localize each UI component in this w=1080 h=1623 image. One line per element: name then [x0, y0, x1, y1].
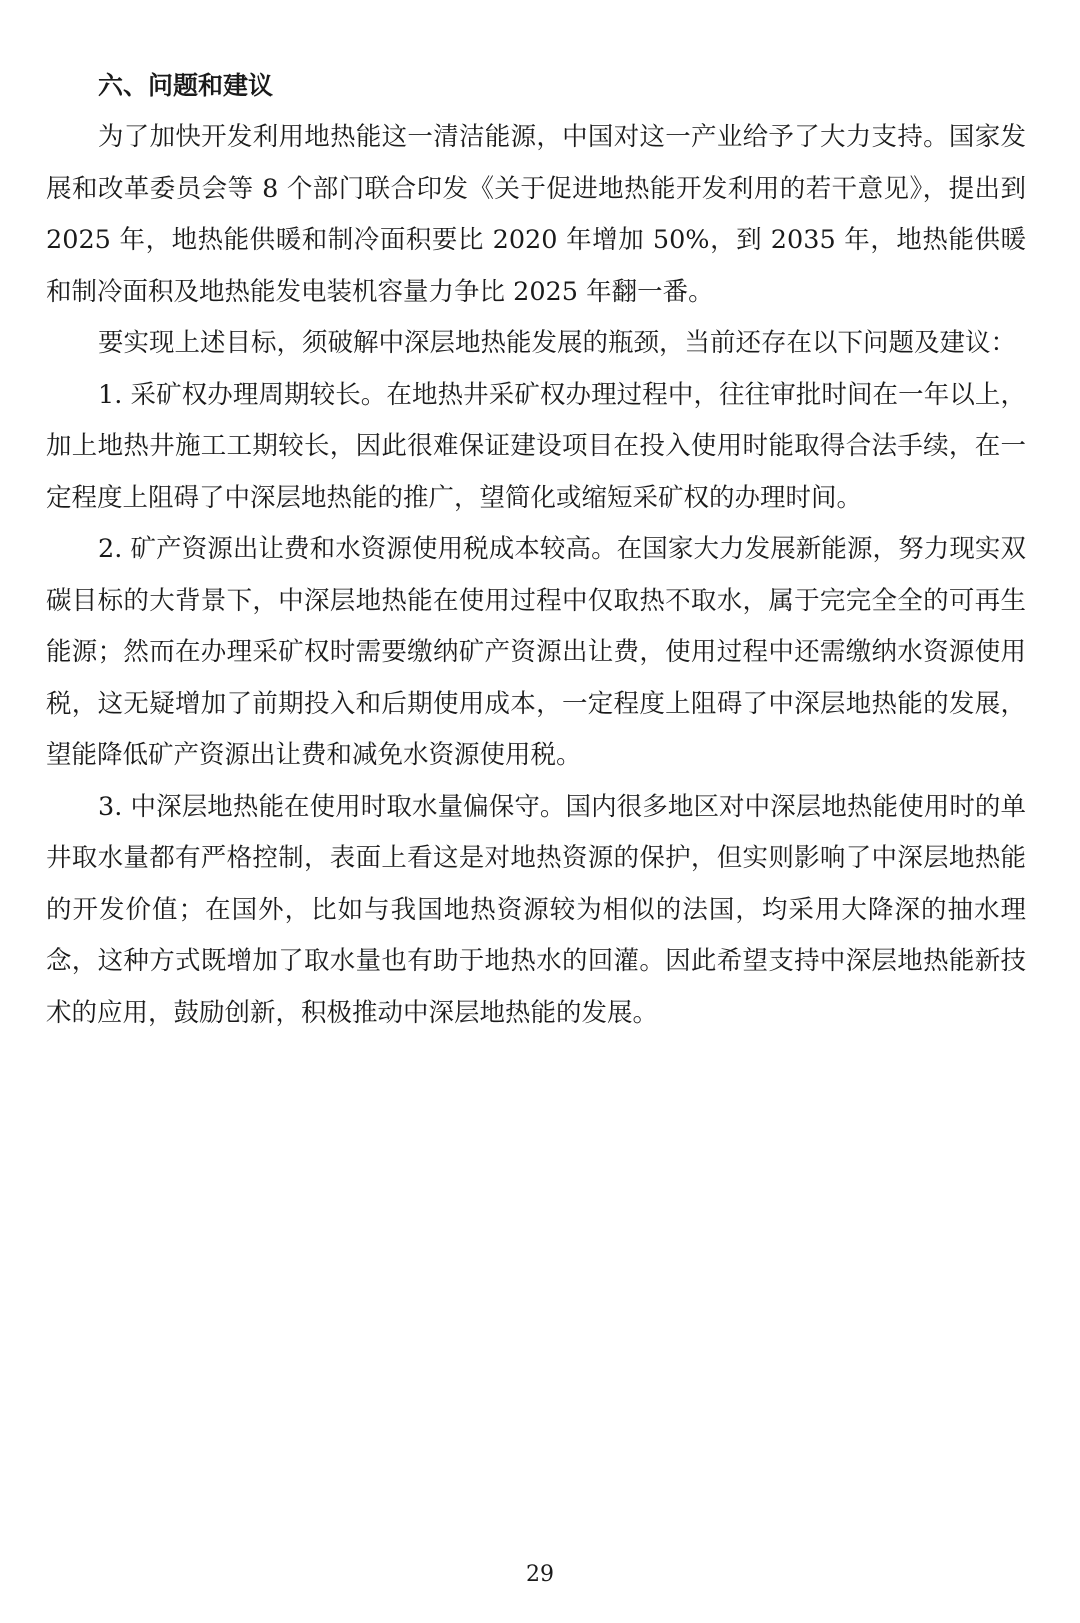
- section-heading: 六、问题和建议: [98, 71, 274, 100]
- paragraph-issue-2: 2. 矿产资源出让费和水资源使用税成本较高。在国家大力发展新能源，努力现实双碳目标的大背景下，中深层地热能在使用过程中仅取热不取水，属于完完全全的可再生能源；然而在办理采矿权时需要缴纳矿产资源出让费，使用过程中还需缴纳水资源使用税，这无疑增加了前期投入和后期使用成本，一定程度上阻碍了中深层地热能的发展，望能降低矿产资源出让费和减免水资源使用税。: [46, 534, 1026, 770]
- paragraph-intro: 为了加快开发利用地热能这一清洁能源，中国对这一产业给予了大力支持。国家发展和改革委员会等 8 个部门联合印发《关于促进地热能开发利用的若干意见》，提出到 2025 年，地热能供暖和制冷面积要比 2020 年增加 50%，到 2035 年，地热能供暖和制冷面积及地热能发电装机容量力争比 2025 年翻一番。: [46, 122, 1026, 307]
- paragraph-issue-1: 1. 采矿权办理周期较长。在地热井采矿权办理过程中，往往审批时间在一年以上，加上地热井施工工期较长，因此很难保证建设项目在投入使用时能取得合法手续，在一定程度上阻碍了中深层地热能的推广，望简化或缩短采矿权的办理时间。: [46, 379, 1026, 513]
- paragraph-issue-3: 3. 中深层地热能在使用时取水量偏保守。国内很多地区对中深层地热能使用时的单井取水量都有严格控制，表面上看这是对地热资源的保护，但实则影响了中深层地热能的开发价值；在国外，比如与我国地热资源较为相似的法国，均采用大降深的抽水理念，这种方式既增加了取水量也有助于地热水的回灌。因此希望支持中深层地热能新技术的应用，鼓励创新，积极推动中深层地热能的发展。: [46, 791, 1026, 1028]
- document-page: [46, 60, 1026, 1039]
- paragraph-goals: 要实现上述目标，须破解中深层地热能发展的瓶颈，当前还存在以下问题及建议：: [98, 328, 1017, 358]
- page-number: 29: [526, 1562, 554, 1587]
